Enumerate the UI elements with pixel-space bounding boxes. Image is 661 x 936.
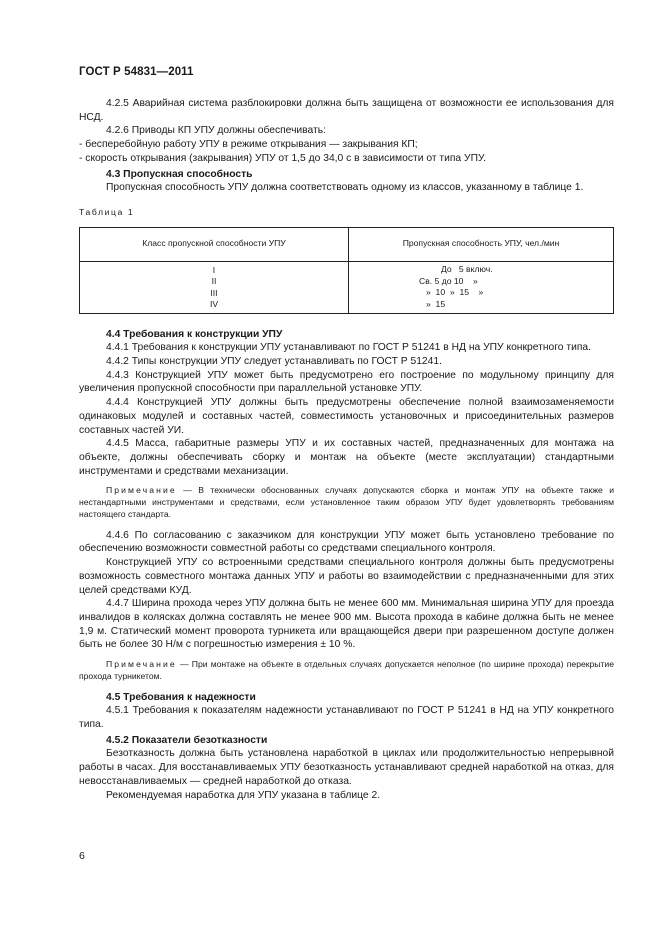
para-4-5-1: 4.5.1 Требования к показателям надежности устанавливают по ГОСТ Р 51241 в НД на УПУ конкретного типа. xyxy=(79,705,614,731)
document-header: ГОСТ Р 54831—2011 xyxy=(79,66,194,78)
class-item: I xyxy=(212,264,216,275)
note-label: Примечание xyxy=(106,485,177,496)
para-4-3: Пропускная способность УПУ должна соответствовать одному из классов, указанному в таблице 1. xyxy=(106,182,584,194)
para-4-4-5: 4.4.5 Масса, габаритные размеры УПУ и их составных частей, предназначенных для монтажа на объекте, должны обеспечивать сборку и монтаж на объекте (месте эксплуатации) стандартными инструментами и средствами механизации. xyxy=(79,438,614,477)
value-item: » 15 xyxy=(426,298,446,309)
table-1-caption: Таблица 1 xyxy=(79,206,135,217)
para-4-4-1: 4.4.1 Требования к конструкции УПУ устанавливают по ГОСТ Р 51241 в НД на УПУ конкретного типа. xyxy=(106,342,591,354)
heading-4-3: 4.3 Пропускная способность xyxy=(106,168,253,180)
para-4-4-4: 4.4.4 Конструкцией УПУ должны быть предусмотрены обеспечение полной взаимозаменяемости одинаковых модулей и составных частей, совместимость установочных и присоединительных размеров составных частей УИ. xyxy=(79,397,614,436)
table-header-class: Класс пропускной способности УПУ xyxy=(80,227,349,261)
value-item: Св. 5 до 10 » xyxy=(419,275,478,286)
para-4-2-6-item-2: - скорость открывания (закрывания) УПУ от 1,5 до 34,0 с в зависимости от типа УПУ. xyxy=(79,152,486,164)
para-4-4-6: 4.4.6 По согласованию с заказчиком для конструкции УПУ может быть установлено требование по обеспечению возможности совместной работы со средствами специального контроля. xyxy=(79,529,614,555)
page-number: 6 xyxy=(79,850,85,862)
table-cell-values xyxy=(349,261,614,313)
class-item: II xyxy=(211,276,217,287)
heading-4-5-2: 4.5.2 Показатели безотказности xyxy=(106,734,268,746)
para-4-4-6-cont: Конструкцией УПУ со встроенными средствами специального контроля должны быть предусмотрены возможность совместного монтажа данных УПУ и работы во взаимодействии с предназначенными для этих целей средствами КУД. xyxy=(79,557,614,596)
table-header-capacity: Пропускная способность УПУ, чел./мин xyxy=(349,227,614,261)
page-content xyxy=(79,97,614,802)
note-text: — В технически обоснованных случаях допускаются сборка и монтаж УПУ на объекте также и нестандартными инструментами и средствами, если установленное таким образом УПУ будет удовлетворять требованиям настоящего стандарта. xyxy=(79,485,614,519)
table-row xyxy=(80,261,614,313)
para-4-5-2-a: Безотказность должна быть установлена наработкой в циклах или продолжительностью непрерывной работы в часах. Для восстанавливаемых УПУ безотказность устанавливают средней наработкой на отказ, для невосстанавливаемых — средней наработкой до отказа. xyxy=(79,748,614,787)
table-cell-classes xyxy=(80,261,349,313)
note-1 xyxy=(79,485,614,520)
class-item: IV xyxy=(209,299,219,310)
para-4-5-2-b: Рекомендуемая наработка для УПУ указана в таблице 2. xyxy=(106,789,381,801)
para-4-4-7: 4.4.7 Ширина прохода через УПУ должна быть не менее 600 мм. Минимальная ширина УПУ для проезда инвалидов в колясках должна составлять не менее 900 мм. Высота прохода в кабине должна быть не менее 1,9 м. Статический момент проворота турникета или вращающейся двери при разрешенном доступе должен быть не более 30 Н/м с погрешностью измерения ± 10 %. xyxy=(79,598,614,651)
note-text: — При монтаже на объекте в отдельных случаях допускается неполное (по ширине прохода) перекрытие прохода турникетом. xyxy=(79,659,614,681)
para-4-4-2: 4.4.2 Типы конструкции УПУ следует устанавливать по ГОСТ Р 51241. xyxy=(106,356,442,368)
value-item: » 10 » 15 » xyxy=(426,287,484,298)
para-4-2-5: 4.2.5 Аварийная система разблокировки должна быть защищена от возможности ее использования для НСД. xyxy=(79,98,614,123)
class-item: III xyxy=(210,287,218,298)
value-item: До 5 включ. xyxy=(441,264,493,275)
para-4-2-6: 4.2.6 Приводы КП УПУ должны обеспечивать: xyxy=(106,125,326,137)
table-header-row xyxy=(80,227,614,261)
note-2 xyxy=(79,659,614,683)
heading-4-4: 4.4 Требования к конструкции УПУ xyxy=(106,328,283,340)
heading-4-5: 4.5 Требования к надежности xyxy=(106,691,256,703)
para-4-2-6-item-1: - бесперебойную работу УПУ в режиме открывания — закрывания КП; xyxy=(79,139,418,151)
note-label: Примечание xyxy=(106,659,177,670)
para-4-4-3: 4.4.3 Конструкцией УПУ может быть предусмотрено его построение по модульному принципу для увеличения пропускной способности при параллельной установке УПУ. xyxy=(79,369,614,395)
table-1 xyxy=(79,227,614,314)
